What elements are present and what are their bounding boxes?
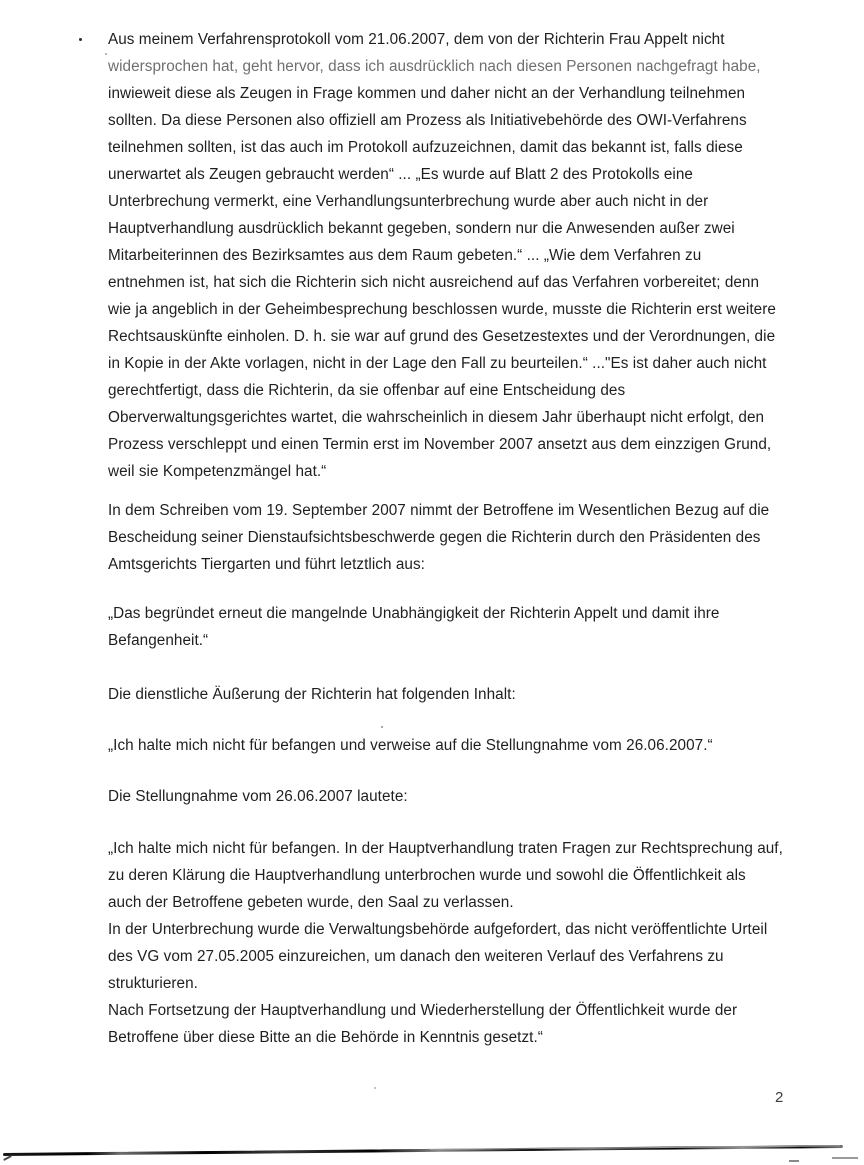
text-line: wie ja angeblich in der Geheimbesprechung beschlossen wurde, musste die Richterin erst weitere — [108, 301, 776, 318]
text-line: sollten. Da diese Personen also offiziell am Prozess als Initiativebehörde des OWI-Verfahrens — [108, 112, 747, 129]
text-line: Amtsgerichts Tiergarten und führt letztlich aus: — [108, 556, 425, 573]
scan-corner-mark — [789, 1160, 799, 1162]
paragraph-schreiben-september — [108, 497, 838, 578]
scan-speckle — [374, 1087, 376, 1089]
paragraph-stellungnahme-intro — [108, 783, 838, 810]
text-line: Die Stellungnahme vom 26.06.2007 lautete: — [108, 788, 408, 805]
text-line: Bescheidung seiner Dienstaufsichtsbeschwerde gegen die Richterin durch den Präsidenten des — [108, 529, 761, 546]
paragraph-stellungnahme-verweis-quote — [108, 732, 838, 759]
text-line: In der Unterbrechung wurde die Verwaltungsbehörde aufgefordert, das nicht veröffentlichte Urteil — [108, 921, 768, 938]
scan-speckle — [79, 38, 82, 41]
text-line: „Das begründet erneut die mangelnde Unabhängigkeit der Richterin Appelt und damit ihre — [108, 605, 720, 622]
text-line: auch der Betroffene gebeten wurde, den Saal zu verlassen. — [108, 894, 514, 911]
text-line: des VG vom 27.05.2005 einzureichen, um danach den weiteren Verlauf des Verfahrens zu — [108, 948, 724, 965]
text-line: Prozess verschleppt und einen Termin erst im November 2007 ansetzt aus dem einzzigen Grund, — [108, 436, 772, 453]
text-line: Unterbrechung vermerkt, eine Verhandlungsunterbrechung wurde aber auch nicht in der — [108, 193, 709, 210]
text-line: teilnehmen sollten, ist das auch im Protokoll aufzuzeichnen, damit das bekannt ist, falls diese — [108, 139, 743, 156]
text-line: Oberverwaltungsgerichtes wartet, die wahrscheinlich in diesem Jahr überhaupt nicht erfolgt, den — [108, 409, 765, 426]
scan-speckle — [105, 53, 107, 55]
text-line: zu deren Klärung die Hauptverhandlung unterbrochen wurde und sowohl die Öffentlichkeit als — [108, 867, 746, 884]
paragraph-dienstliche-aeusserung — [108, 681, 838, 708]
text-line: gerechtfertigt, dass die Richterin, da sie offenbar auf eine Entscheidung des — [108, 382, 626, 399]
text-line: Nach Fortsetzung der Hauptverhandlung und Wiederherstellung der Öffentlichkeit wurde der — [108, 1002, 738, 1019]
text-line: in Kopie in der Akte vorlagen, nicht in der Lage den Fall zu beurteilen.“ ..."Es ist daher auch nicht — [108, 355, 767, 372]
scan-speckle — [381, 726, 383, 728]
scan-corner-mark — [832, 1157, 858, 1159]
paragraph-protocol-quote — [108, 26, 838, 485]
paragraph-befangenheit-quote — [108, 600, 838, 654]
text-line: widersprochen hat, geht hervor, dass ich ausdrücklich nach diesen Personen nachgefragt habe, — [108, 58, 761, 75]
paragraph-stellungnahme-text-quote — [108, 835, 838, 1051]
text-line: Betroffene über diese Bitte an die Behörde in Kenntnis gesetzt.“ — [108, 1029, 543, 1046]
text-line: strukturieren. — [108, 975, 198, 992]
text-line: „Ich halte mich nicht für befangen und verweise auf die Stellungnahme vom 26.06.2007.“ — [108, 737, 713, 754]
text-line: entnehmen ist, hat sich die Richterin sich nicht ausreichend auf das Verfahren vorbereitet; denn — [108, 274, 760, 291]
text-line: Befangenheit.“ — [108, 632, 209, 649]
text-line: Die dienstliche Äußerung der Richterin hat folgenden Inhalt: — [108, 686, 516, 703]
text-line: Aus meinem Verfahrensprotokoll vom 21.06.2007, dem von der Richterin Frau Appelt nicht — [108, 31, 725, 48]
text-line: Mitarbeiterinnen des Bezirksamtes aus dem Raum gebeten.“ ... „Wie dem Verfahren zu — [108, 247, 702, 264]
text-line: weil sie Kompetenzmängel hat.“ — [108, 463, 327, 480]
text-line: Rechtsauskünfte einholen. D. h. sie war auf grund des Gesetzestextes und der Verordnungen, die — [108, 328, 776, 345]
text-line: In dem Schreiben vom 19. September 2007 nimmt der Betroffene im Wesentlichen Bezug auf die — [108, 502, 770, 519]
text-line: „Ich halte mich nicht für befangen. In der Hauptverhandlung traten Fragen zur Rechtsprechung auf, — [108, 840, 783, 857]
text-line: inwieweit diese als Zeugen in Frage kommen und daher nicht an der Verhandlung teilnehmen — [108, 85, 746, 102]
text-line: Hauptverhandlung ausdrücklich bekannt gegeben, sondern nur die Anwesenden außer zwei — [108, 220, 735, 237]
text-line: unerwartet als Zeugen gebraucht werden“ ... „Es wurde auf Blatt 2 des Protokolls eine — [108, 166, 693, 183]
page-number: 2 — [775, 1089, 784, 1106]
